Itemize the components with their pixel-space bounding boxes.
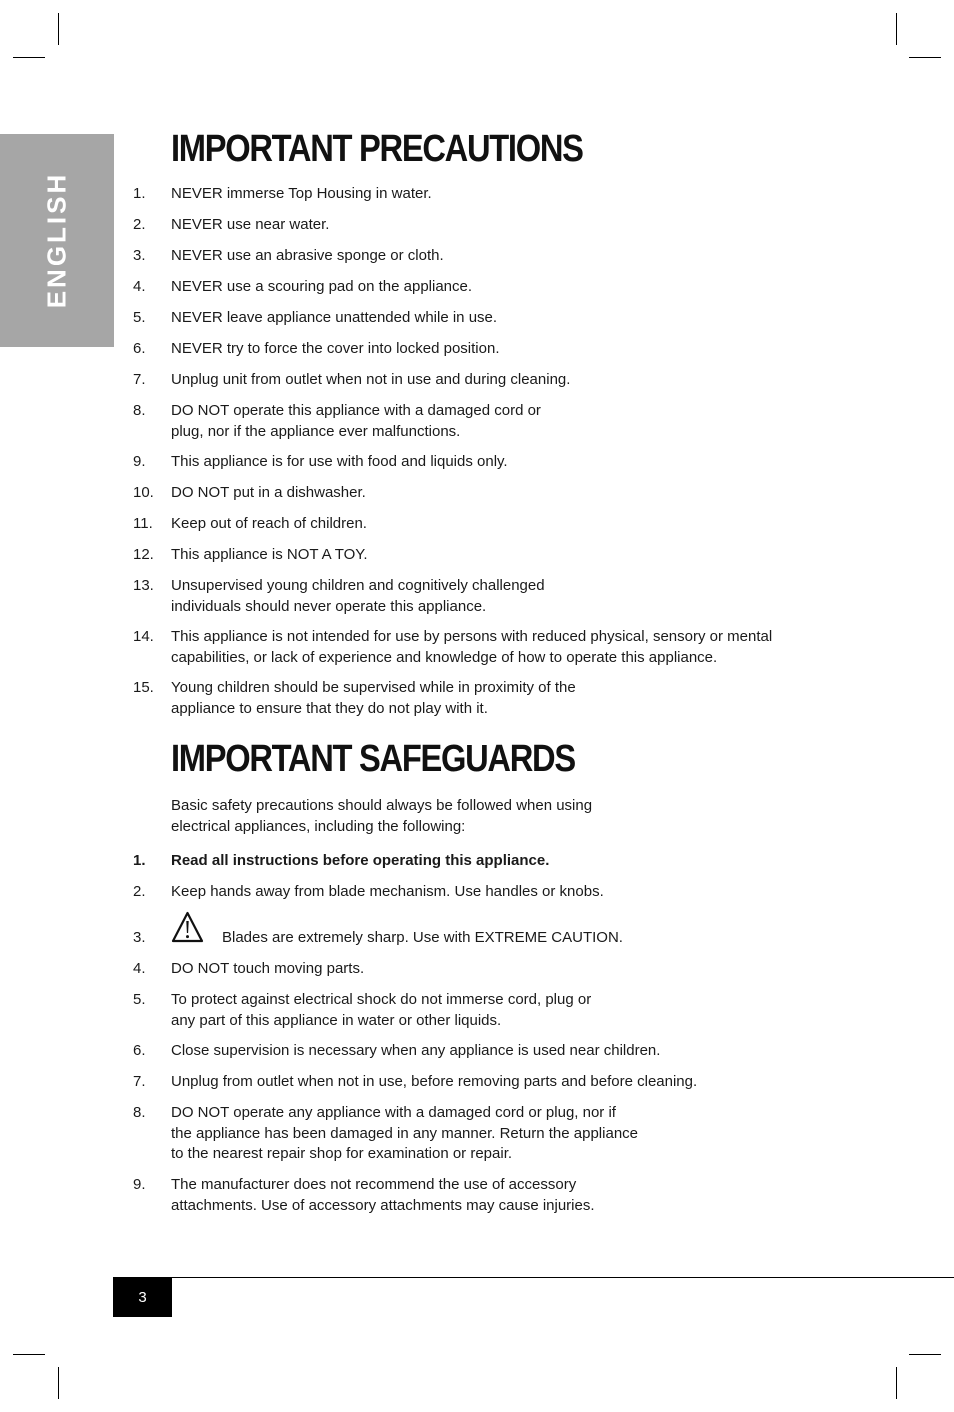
warning-text: Blades are extremely sharp. Use with EXTREME CAUTION.: [222, 929, 623, 946]
item-text: DO NOT operate any appliance with a damaged cord or plug, nor if the appliance has been damaged in any manner. Return the appliance to the nearest repair shop for examination or repair.: [171, 1104, 638, 1162]
item-number: 1.: [133, 185, 146, 202]
item-number: 5.: [133, 309, 146, 326]
item-text: Keep out of reach of children.: [171, 515, 367, 532]
crop-mark: [58, 13, 59, 45]
item-text: The manufacturer does not recommend the use of accessory attachments. Use of accessory attachments may cause injuries.: [171, 1176, 595, 1214]
page-number: 3: [113, 1278, 172, 1317]
item-text: To protect against electrical shock do not immerse cord, plug or any part of this appliance in water or other liquids.: [171, 991, 592, 1029]
item-text: Unplug from outlet when not in use, before removing parts and before cleaning.: [171, 1073, 698, 1090]
item-text: Unsupervised young children and cognitively challenged individuals should never operate this appliance.: [171, 577, 545, 615]
item-number: 12.: [133, 546, 154, 563]
item-number: 4.: [133, 960, 146, 977]
item-number: 9.: [133, 1176, 146, 1193]
item-number: 13.: [133, 577, 154, 594]
item-number: 9.: [133, 453, 146, 470]
item-text: Unplug unit from outlet when not in use and during cleaning.: [171, 371, 571, 388]
item-number: 15.: [133, 679, 154, 696]
item-number: 2.: [133, 216, 146, 233]
footer-rule: [113, 1277, 954, 1278]
item-text: NEVER immerse Top Housing in water.: [171, 185, 432, 202]
item-number: 3.: [133, 929, 146, 946]
item-text: NEVER use a scouring pad on the appliance.: [171, 278, 473, 295]
item-number: 7.: [133, 371, 146, 388]
item-text: NEVER try to force the cover into locked position.: [171, 340, 500, 357]
item-number: 4.: [133, 278, 146, 295]
crop-mark: [909, 57, 941, 58]
crop-mark: [13, 57, 45, 58]
crop-mark: [896, 1367, 897, 1399]
item-text: Close supervision is necessary when any appliance is used near children.: [171, 1042, 661, 1059]
item-number: 8.: [133, 1104, 146, 1121]
item-number: 14.: [133, 628, 154, 645]
item-text: Young children should be supervised while in proximity of the appliance to ensure that they do not play with it.: [171, 679, 576, 717]
crop-mark: [13, 1354, 45, 1355]
item-text: This appliance is NOT A TOY.: [171, 546, 368, 563]
item-text: DO NOT operate this appliance with a damaged cord or plug, nor if the appliance ever malfunctions.: [171, 402, 541, 440]
item-text: NEVER use near water.: [171, 216, 330, 233]
item-text: This appliance is not intended for use by persons with reduced physical, sensory or mental capabilities, or lack of experience and knowledge of how to operate this appliance.: [171, 628, 773, 666]
item-number: 8.: [133, 402, 146, 419]
item-number: 7.: [133, 1073, 146, 1090]
language-tab: [0, 134, 114, 347]
warning-triangle-icon: [171, 911, 204, 943]
item-number: 5.: [133, 991, 146, 1008]
safeguards-title: IMPORTANT SAFEGUARDS: [171, 738, 575, 780]
item-number: 6.: [133, 340, 146, 357]
crop-mark: [896, 13, 897, 45]
item-number: 6.: [133, 1042, 146, 1059]
item-text: NEVER leave appliance unattended while in use.: [171, 309, 498, 326]
item-number: 3.: [133, 247, 146, 264]
item-text: DO NOT put in a dishwasher.: [171, 484, 366, 501]
item-text: Keep hands away from blade mechanism. Use handles or knobs.: [171, 883, 604, 900]
item-text: This appliance is for use with food and liquids only.: [171, 453, 508, 470]
item-number: 1.: [133, 852, 146, 869]
item-text: Read all instructions before operating this appliance.: [171, 852, 550, 869]
item-number: 2.: [133, 883, 146, 900]
safeguards-intro: Basic safety precautions should always be followed when using electrical appliances, including the following:: [171, 797, 593, 835]
item-number: 11.: [133, 515, 153, 532]
item-number: 10.: [133, 484, 154, 501]
item-text: DO NOT touch moving parts.: [171, 960, 365, 977]
crop-mark: [58, 1367, 59, 1399]
language-label: ENGLISH: [41, 171, 72, 309]
item-text: NEVER use an abrasive sponge or cloth.: [171, 247, 444, 264]
crop-mark: [909, 1354, 941, 1355]
precautions-title: IMPORTANT PRECAUTIONS: [171, 128, 583, 170]
